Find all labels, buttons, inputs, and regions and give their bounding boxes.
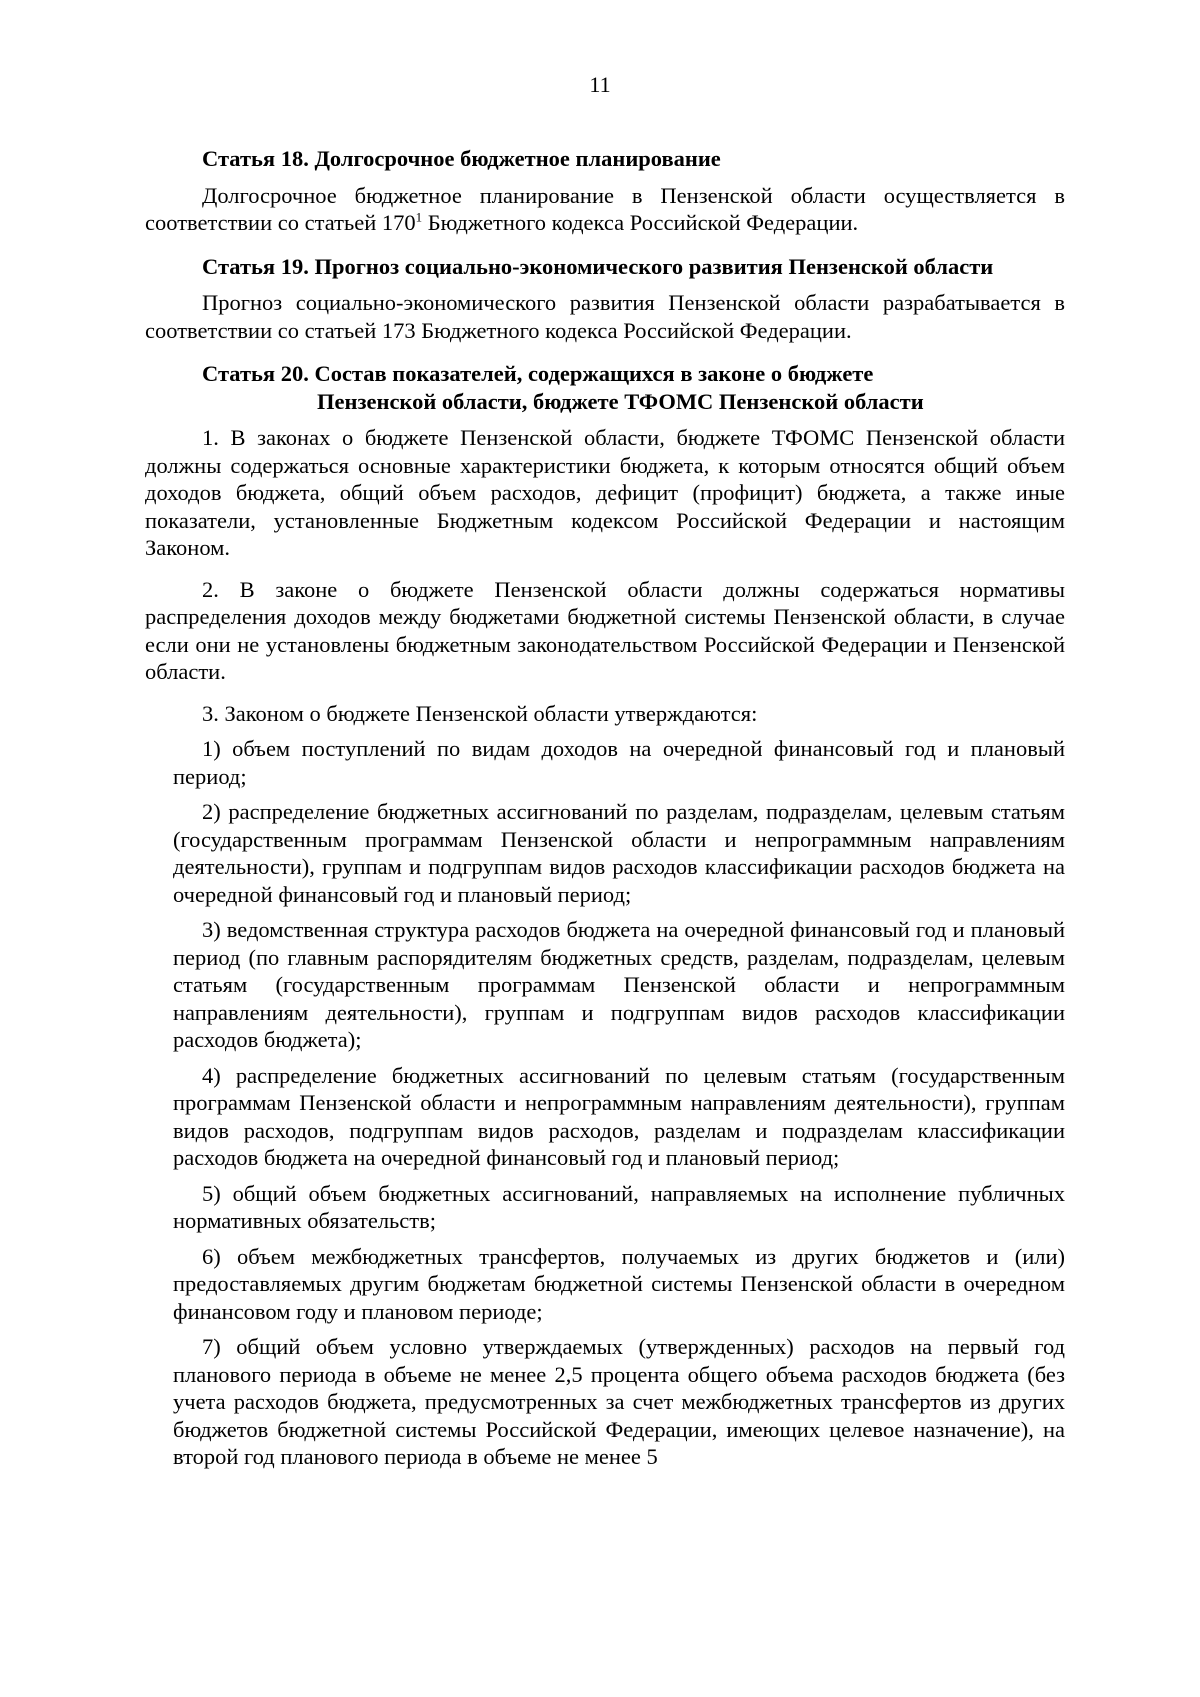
article-18-text-start: Долгосрочное бюджетное планирование в Пензенской области осуществляется в соответствии со статьей 170 <box>145 182 1065 235</box>
list-item: 3) ведомственная структура расходов бюджета на очередной финансовый год и плановый период (по главным распорядителям бюджетных средств, разделам, подразделам, целевым статьям (государственным программам Пензенской области и непрограммным направлениям деятельности), группам и подгруппам видов расходов классификации расходов бюджета); <box>173 917 1065 1052</box>
page-number: 11 <box>589 72 611 97</box>
list-item: 4) распределение бюджетных ассигнований по целевым статьям (государственным программам Пензенской области и непрограммным направлениям деятельности), группам видов расходов, подгруппам видов расходов, разделам и подразделам классификации расходов бюджета на очередной финансовый год и плановый период; <box>173 1062 1065 1170</box>
article-19-paragraph: Прогноз социально-экономического развития Пензенской области разрабатывается в соответствии со статьей 173 Бюджетного кодекса Российской Федерации. <box>145 290 1065 343</box>
list-item: 2) распределение бюджетных ассигнований по разделам, подразделам, целевым статьям (государственным программам Пензенской области и непрограммным направлениям деятельности), группам и подгруппам видов расходов классификации расходов бюджета на очередной финансовый год и плановый период; <box>173 799 1065 907</box>
footnote-superscript: 1 <box>415 209 423 225</box>
article-18-heading: Статья 18. Долгосрочное бюджетное планирование <box>202 146 721 171</box>
list-item: 5) общий объем бюджетных ассигнований, направляемых на исполнение публичных нормативных обязательств; <box>173 1180 1065 1233</box>
article-18-paragraph <box>145 182 1065 237</box>
article-20-paragraph-3: 3. Законом о бюджете Пензенской области утверждаются: <box>202 700 758 726</box>
article-20-paragraph-2: 2. В законе о бюджете Пензенской области должны содержаться нормативы распределения доходов между бюджетами бюджетной системы Пензенской области, в случае если они не установлены бюджетным законодательством Российской Федерации и Пензенской области. <box>145 576 1065 684</box>
article-18-text-end: Бюджетного кодекса Российской Федерации. <box>422 210 859 235</box>
document-body <box>145 145 1065 1471</box>
list-item: 6) объем межбюджетных трансфертов, получаемых из других бюджетов и (или) предоставляемых другим бюджетам бюджетной системы Пензенской области в очередном финансовом году и плановом периоде; <box>173 1243 1065 1324</box>
list-item: 7) общий объем условно утверждаемых (утвержденных) расходов на первый год планового периода в объеме не менее 2,5 процента общего объема расходов бюджета (без учета расходов бюджета, предусмотренных за счет межбюджетных трансфертов из других бюджетов бюджетной системы Российской Федерации, имеющих целевое назначение), на второй год планового периода в объеме не менее 5 <box>173 1334 1065 1469</box>
article-20-heading-line1: Статья 20. Состав показателей, содержащихся в законе о бюджете <box>202 361 874 386</box>
list-item: 1) объем поступлений по видам доходов на очередной финансовый год и плановый период; <box>173 736 1065 789</box>
article-19-heading: Статья 19. Прогноз социально-экономического развития Пензенской области <box>202 253 994 279</box>
article-20-heading-line2: Пензенской области, бюджете ТФОМС Пензенской области <box>317 388 924 414</box>
article-20-paragraph-1: 1. В законах о бюджете Пензенской области, бюджете ТФОМС Пензенской области должны содержаться основные характеристики бюджета, к которым относятся общий объем доходов бюджета, общий объем расходов, дефицит (профицит) бюджета, а также иные показатели, установленные Бюджетным кодексом Российской Федерации и настоящим Законом. <box>145 425 1065 560</box>
